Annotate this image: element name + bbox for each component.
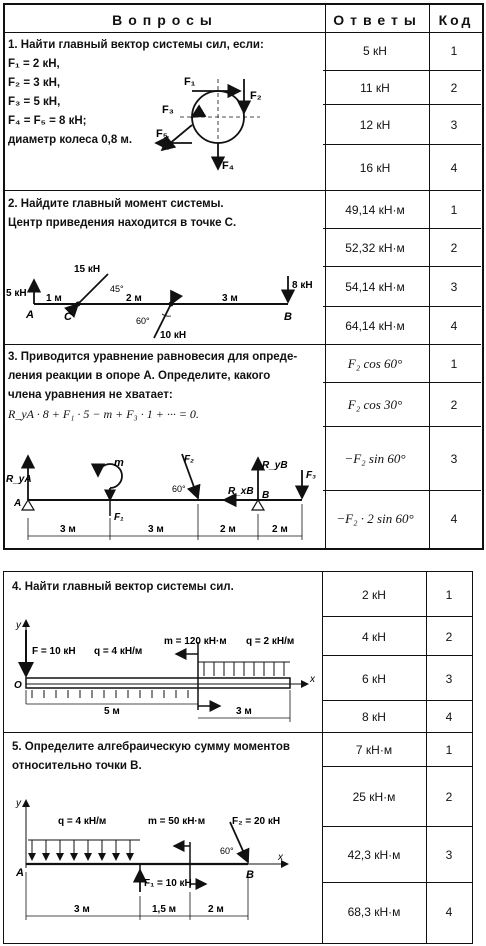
q5-answer: 68,3 кН·м xyxy=(322,882,426,941)
label-8kn: 8 кН xyxy=(292,280,313,291)
q5-answer: 42,3 кН·м xyxy=(322,826,426,883)
q1-code: 4 xyxy=(427,144,481,191)
q1-answer: 12 кН xyxy=(323,104,427,145)
label-f3: F₃ xyxy=(306,470,316,481)
label-rya: R_yA xyxy=(6,474,32,485)
q1-answer: 5 кН xyxy=(363,44,387,58)
label-m: m xyxy=(114,457,124,469)
label-5m: 5 м xyxy=(104,706,120,717)
q3-line: члена уравнения не хватает: xyxy=(8,389,173,401)
label-b: B xyxy=(262,490,270,501)
q4-line: 4. Найти главный вектор системы сил. xyxy=(12,581,234,593)
label-a: A xyxy=(14,498,22,509)
q1-line: F₁ = 2 кН, xyxy=(8,58,60,70)
q4-beam-diagram xyxy=(8,614,320,730)
label-angle-60: 60° xyxy=(220,846,234,856)
question-3 xyxy=(8,348,297,424)
label-3m: 3 м xyxy=(222,293,238,304)
label-ryb: R_yB xyxy=(262,460,288,471)
label-f1: F₁ xyxy=(114,512,124,523)
q1-line: F₄ = F₅ = 8 кН; xyxy=(8,115,87,127)
q4-code: 3 xyxy=(426,655,472,701)
q4-answer: 4 кН xyxy=(322,616,426,656)
label-rxb: R_xB xyxy=(228,486,254,497)
label-x: x xyxy=(278,852,283,863)
q1-line: диаметр колеса 0,8 м. xyxy=(8,134,133,146)
q1-line: F₂ = 3 кН, xyxy=(8,77,61,89)
label-15kn: 15 кН xyxy=(74,264,101,275)
label-q2: q = 2 кН/м xyxy=(246,636,295,647)
q2-answer: 54,14 кН·м xyxy=(323,266,427,307)
q3-answer: −F₂ · 2 sin 60° xyxy=(323,490,427,547)
q3-answer: −F₂ sin 60° xyxy=(323,426,427,491)
label-10kn: 10 кН xyxy=(160,330,187,341)
q3-line: ления реакции в опоре A. Определите, какого xyxy=(8,370,271,382)
q1-line: 1. Найти главный вектор системы сил, если: xyxy=(8,39,264,51)
label-angle-45: 45° xyxy=(110,284,124,294)
q4-code: 4 xyxy=(426,700,472,733)
q1-line: F₃ = 5 кН, xyxy=(8,96,61,108)
q4-answer: 2 кН xyxy=(362,587,386,602)
q2-line: Центр приведения находится в точке C. xyxy=(8,217,237,229)
label-y: y xyxy=(16,620,21,631)
q1-answer: 16 кН xyxy=(323,144,427,191)
q3-answer: F₂ cos 30° xyxy=(323,382,427,427)
q5-answer: 7 кН·м xyxy=(322,732,426,767)
label-q: q = 4 кН/м xyxy=(58,816,107,827)
label-a: A xyxy=(16,867,24,879)
question-5 xyxy=(12,738,290,776)
q5-code: 4 xyxy=(426,882,472,941)
q1-code: 3 xyxy=(427,104,481,145)
label-y: y xyxy=(16,798,21,809)
label-o: O xyxy=(14,680,22,691)
label-3m: 3 м xyxy=(74,904,90,915)
label-f5: F₅ xyxy=(156,128,168,140)
header-questions: Вопросы xyxy=(112,12,218,28)
q2-beam-diagram xyxy=(6,258,320,342)
q5-answer: 25 кН·м xyxy=(322,766,426,827)
label-3m: 3 м xyxy=(236,706,252,717)
label-f4: F₄ xyxy=(222,160,234,172)
q3-code: 3 xyxy=(427,426,481,491)
q5-line: 5. Определите алгебраическую сумму моментов xyxy=(12,741,290,753)
label-moment: m = 120 кН·м xyxy=(164,636,227,647)
q4-code: 2 xyxy=(426,616,472,656)
q3-code: 1 xyxy=(427,344,481,383)
q1-wheel-diagram xyxy=(150,65,280,180)
label-f2: F₂ = 20 кН xyxy=(232,816,281,827)
label-angle-60: 60° xyxy=(136,316,150,326)
q5-line: относительно точки B. xyxy=(12,760,142,772)
question-2 xyxy=(8,195,236,233)
q1-code: 1 xyxy=(450,44,458,58)
q1-answer: 11 кН xyxy=(323,70,427,105)
q2-code: 1 xyxy=(427,190,481,229)
q2-line: 2. Найдите главный момент системы. xyxy=(8,198,224,210)
q3-code: 2 xyxy=(427,382,481,427)
q3-line: 3. Приводится уравнение равновесия для опреде- xyxy=(8,351,298,363)
row-divider xyxy=(3,732,324,733)
label-x: x xyxy=(310,674,315,685)
label-f2: F₂ xyxy=(184,454,194,465)
label-f2: F₂ xyxy=(250,90,262,102)
label-angle-60: 60° xyxy=(172,484,186,494)
q5-code: 3 xyxy=(426,826,472,883)
label-q4: q = 4 кН/м xyxy=(94,646,143,657)
q5-beam-diagram xyxy=(8,792,320,938)
q2-answer: 49,14 кН·м xyxy=(323,190,427,229)
label-2m: 2 м xyxy=(272,524,288,535)
q1-code: 2 xyxy=(427,70,481,105)
q2-code: 4 xyxy=(427,306,481,345)
label-force: F = 10 кН xyxy=(32,646,76,657)
q4-answer: 8 кН xyxy=(322,700,426,733)
q2-answer: 64,14 кН·м xyxy=(323,306,427,345)
q2-code: 3 xyxy=(427,266,481,307)
q4-answer: 6 кН xyxy=(322,655,426,701)
label-3m: 3 м xyxy=(148,524,164,535)
label-5kn: 5 кН xyxy=(6,288,27,299)
q3-answer: F₂ cos 60° xyxy=(323,344,427,383)
label-moment: m = 50 кН·м xyxy=(148,816,206,827)
label-1-5m: 1,5 м xyxy=(152,904,177,915)
q5-code: 1 xyxy=(426,732,472,767)
q3-equation: R_yA · 8 + F₁ · 5 − m + F₃ · 1 + ··· = 0. xyxy=(8,407,199,421)
label-b: B xyxy=(246,869,254,881)
header-code: Код xyxy=(438,12,474,28)
question-4 xyxy=(12,578,234,597)
label-2m: 2 м xyxy=(208,904,224,915)
q2-code: 2 xyxy=(427,228,481,267)
row-divider xyxy=(3,190,326,191)
header-answers: Ответы xyxy=(333,12,422,28)
label-1m: 1 м xyxy=(46,293,62,304)
label-c: C xyxy=(64,311,72,323)
label-f3: F₃ xyxy=(162,104,174,116)
label-2m: 2 м xyxy=(220,524,236,535)
q5-code: 2 xyxy=(426,766,472,827)
q2-answer: 52,32 кН·м xyxy=(323,228,427,267)
label-3m: 3 м xyxy=(60,524,76,535)
label-f1: F₁ = 10 кН xyxy=(144,878,192,889)
label-a: A xyxy=(26,309,34,321)
q4-code: 1 xyxy=(445,587,453,602)
q3-beam-diagram xyxy=(6,448,320,544)
label-b: B xyxy=(284,311,292,323)
row-divider xyxy=(3,344,326,345)
q3-code: 4 xyxy=(427,490,481,547)
label-f1: F₁ xyxy=(184,76,196,88)
label-2m: 2 м xyxy=(126,293,142,304)
